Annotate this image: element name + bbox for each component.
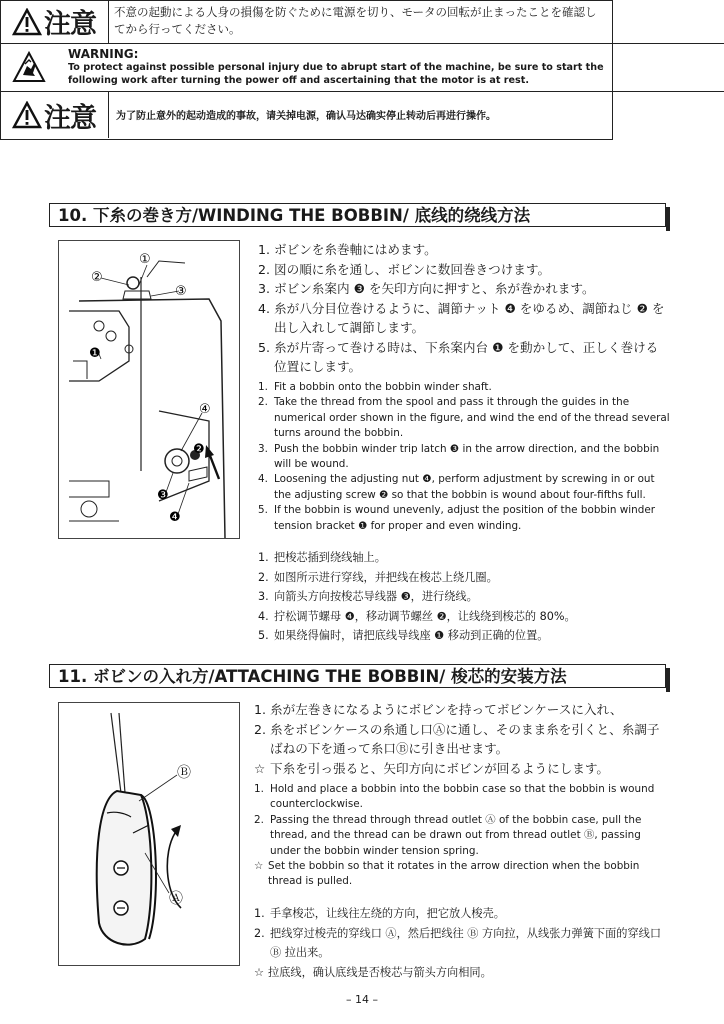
page-number: – 14 –: [346, 993, 378, 1006]
section-10-heading: 10. 下糸の巻き方/WINDING THE BOBBIN/ 底线的绕线方法: [49, 203, 666, 227]
warning-row-en: [0, 44, 724, 92]
callout-2: ②: [91, 270, 103, 285]
list-item: 1. Fit a bobbin onto the bobbin winder shaft.: [258, 381, 492, 393]
list-item: 1. ボビンを糸巻軸にはめます。: [258, 242, 437, 257]
list-item: 2. 如图所示进行穿线，并把线在梭芯上绕几圈。: [258, 570, 498, 584]
callout-A: Ⓐ: [169, 891, 183, 907]
callout-filled-3: ❸: [157, 488, 169, 503]
warning-triangle-icon: [12, 8, 42, 36]
bobbin-case-illustration: [59, 703, 239, 965]
list-item: 3. Push the bobbin winder trip latch ❸ in the arrow direction, and the bobbin will be wound.: [258, 442, 660, 471]
section-11-jp-list: [254, 700, 672, 778]
list-item: 1. 手拿梭芯，让线往左绕的方向，把它放人梭壳。: [254, 907, 505, 920]
list-item: ☆ 拉底线，确认底线是否梭芯与箭头方向相同。: [254, 965, 492, 979]
hand-injury-warning-icon: [12, 51, 46, 83]
list-item: 2. Take the thread from the spool and pass it through the guides in the numerical order shown in the figure, and wind the end of the thread several turns around the bobbin.: [258, 396, 670, 440]
list-item: 5. 糸が片寄って巻ける時は、下糸案内台 ❶ を動かして、正しく巻ける位置にします。: [258, 339, 659, 374]
caution-row-cn: [0, 92, 724, 138]
list-item: 2. Passing the thread through thread outlet Ⓐ of the bobbin case, pull the thread, and the thread can be drawn out from thread outlet Ⓑ, passing under the bobbin winder tension spring.: [254, 813, 642, 857]
section-10-cn-list: [258, 548, 670, 646]
warning-triangle-icon: [12, 101, 42, 129]
caution-label-cell: [0, 0, 109, 43]
list-item: 2. 糸をボビンケースの糸通し口Ⓐに通し、そのまま糸を引くと、糸調子ばねの下を通って糸口Ⓑに引き出せます。: [254, 721, 660, 756]
bobbin-winder-illustration: [59, 241, 239, 538]
caution-row-jp: [0, 0, 724, 44]
list-item: 4. 糸が八分目位巻けるように、調節ナット ❹ をゆるめ、調節ねじ ❷ を出し入れして調節します。: [258, 300, 665, 335]
list-item: 4. 拧松调节螺母 ❹，移动调节螺丝 ❷，让线绕到梭芯的 80%。: [258, 609, 576, 623]
list-item: 2. 図の順に糸を通し、ボビンに数回巻きつけます。: [258, 261, 551, 277]
callout-filled-2: ❷: [193, 442, 205, 457]
callout-3: ③: [175, 284, 187, 299]
section-10-jp-list: [258, 240, 670, 377]
section-11-en-list: [254, 782, 672, 890]
list-item: 5. If the bobbin is wound unevenly, adjust the position of the bobbin winder tension bracket ❶ for proper and even winding.: [258, 504, 656, 532]
section-11-heading: 11. ボビンの入れ方/ATTACHING THE BOBBIN/ 梭芯的安装方法: [49, 664, 666, 688]
callout-filled-4: ❹: [169, 510, 181, 525]
list-item: ☆ 下糸を引っ張ると、矢印方向にボビンが回るようにします。: [254, 760, 610, 776]
warning-text-en: To protect against possible personal injury due to abrupt start of the machine, be sure to start the following work after turning the power off and ascertaining that the motor is at rest.: [68, 62, 604, 86]
list-item: ☆ Set the bobbin so that it rotates in the arrow direction when the bobbin thread is pulled.: [254, 860, 640, 888]
list-item: 1. 把梭芯插到绕线轴上。: [258, 551, 386, 564]
list-item: 2. 把线穿过梭壳的穿线口 Ⓐ，然后把线往 Ⓑ 方向拉，从线张力弹簧下面的穿线口 Ⓑ 拉出来。: [254, 926, 662, 959]
list-item: 1. Hold and place a bobbin into the bobbin case so that the bobbin is wound counterclockwise.: [254, 783, 655, 811]
warning-title: WARNING:: [68, 47, 139, 61]
caution-label: 注意: [44, 9, 96, 40]
caution-label-cell-cn: [0, 92, 109, 138]
bobbin-case-figure: [58, 702, 240, 966]
list-item: 5. 如果绕得偏时，请把底线导线座 ❶ 移动到正确的位置。: [258, 629, 549, 642]
caution-label-cn: 注意: [44, 102, 96, 134]
warning-box: [0, 0, 613, 140]
list-item: 1. 糸が左巻きになるようにボビンを持ってボビンケースに入れ、: [254, 702, 623, 717]
bobbin-winder-figure: [58, 240, 240, 539]
caution-text-jp: 不意の起動による人身の損傷を防ぐために電源を切り、モータの回転が止まったことを確認してから行ってください。: [114, 5, 597, 36]
list-item: 3. 向箭头方向按梭芯导线器 ❸，进行绕线。: [258, 590, 478, 603]
list-item: 4. Loosening the adjusting nut ❹, perform adjustment by screwing in or out the adjusting screw ❷ so that the bobbin is wound about four-fifths full.: [258, 473, 655, 501]
caution-text-cn: 为了防止意外的起动造成的事故，请关掉电源，确认马达确实停止转动后再进行操作。: [116, 111, 496, 122]
callout-filled-1: ❶: [89, 346, 101, 361]
callout-B: Ⓑ: [177, 765, 191, 781]
callout-1: ①: [139, 252, 151, 267]
section-11-cn-list: [254, 904, 672, 982]
section-10-en-list: [258, 380, 670, 534]
list-item: 3. ボビン糸案内 ❸ を矢印方向に押すと、糸が巻かれます。: [258, 281, 595, 296]
callout-4: ④: [199, 402, 211, 417]
